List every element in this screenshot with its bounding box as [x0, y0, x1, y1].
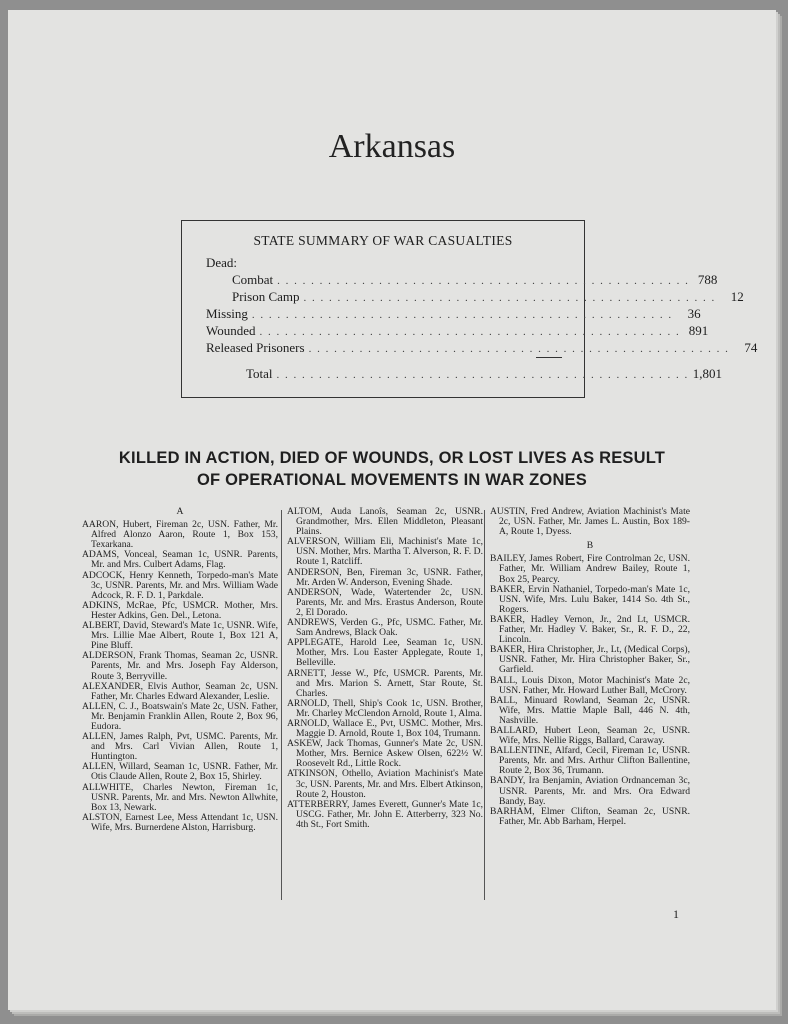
summary-row-prison-camp: Prison Camp . . . . . . . . . . . . . . . . . . . . . . . . . . . . . . . . . . . . . . . . . . . . . . . . . 12 [232, 289, 744, 304]
list-item: ASKEW, Jack Thomas, Gunner's Mate 2c, USN. Mother, Mrs. Bernice Askew Olsen, 622½ W. Roosevelt Rd., Little Rock. [287, 738, 483, 770]
summary-row-released-prisoners: Released Prisoners . . . . . . . . . . . . . . . . . . . . . . . . . . . . . . . . . . . . . . . . . . . . . . . . . . 74 [206, 340, 758, 355]
list-item: ALVERSON, William Eli, Machinist's Mate 1c, USN. Mother, Mrs. Martha T. Alverson, R. F. D. Route 1, Ratcliff. [287, 536, 483, 568]
list-item: BARHAM, Elmer Clifton, Seaman 2c, USNR. Father, Mr. Abb Barham, Herpel. [490, 805, 690, 827]
list-item: BAKER, Hadley Vernon, Jr., 2nd Lt, USMCR. Father, Mr. Hadley V. Baker, Sr., R. F. D., 22, Lincoln. [490, 613, 690, 646]
list-item: BAKER, Ervin Nathaniel, Torpedo-man's Mate 1c, USN. Wife, Mrs. Lulu Baker, 1414 So. 4th St., Rogers. [490, 583, 690, 615]
list-item: ALEXANDER, Elvis Author, Seaman 2c, USN. Father, Mr. Charles Edward Alexander, Leslie. [82, 680, 278, 702]
list-item: ALLWHITE, Charles Newton, Fireman 1c, USNR. Parents, Mr. and Mrs. Newton Allwhite, Box 13, Newark. [82, 781, 278, 813]
list-item: BALL, Minuard Rowland, Seaman 2c, USNR. Wife, Mrs. Mattie Maple Ball, 446 N. 4th, Nashville. [490, 694, 690, 726]
list-item: ALTOM, Auda Lanoîs, Seaman 2c, USNR. Grandmother, Mrs. Ellen Middleton, Pleasant Plains. [287, 506, 483, 538]
list-item: BAILEY, James Robert, Fire Controlman 2c, USN. Father, Mr. William Andrew Bailey, Route 1, Box 25, Pearcy. [490, 553, 690, 585]
summary-heading: STATE SUMMARY OF WAR CASUALTIES [253, 233, 513, 248]
list-item: APPLEGATE, Harold Lee, Seaman 1c, USN. Mother, Mrs. Lou Easter Applegate, Route 1, Belleville. [287, 637, 483, 669]
list-item: ALDERSON, Frank Thomas, Seaman 2c, USNR. Parents, Mr. and Mrs. Joseph Fay Alderson, Route 3, Berryville. [82, 650, 278, 682]
document-page [8, 10, 776, 1010]
list-item: BALLARD, Hubert Leon, Seaman 2c, USNR. Wife, Mrs. Nellie Riggs, Ballard, Caraway. [490, 724, 690, 747]
alpha-letter-b: B [586, 540, 594, 552]
total-rule [536, 357, 562, 358]
list-item: ANDREWS, Verden G., Pfc, USMC. Father, Mr. Sam Andrews, Black Oak. [287, 617, 483, 639]
list-item: ATTERBERRY, James Everett, Gunner's Mate 1c, USCG. Father, Mr. John E. Atterberry, 323 No. 4th St., Fort Smith. [287, 798, 483, 830]
list-item: ADCOCK, Henry Kenneth, Torpedo-man's Mate 3c, USNR. Parents, Mr. and Mrs. William Wade Adcock, R. F. D. 1, Parkdale. [82, 569, 278, 601]
summary-row-total: Total . . . . . . . . . . . . . . . . . . . . . . . . . . . . . . . . . . . . . . . . . . . . . . . . . 1,801 [246, 366, 723, 381]
list-item: ANDERSON, Wade, Watertender 2c, USN. Parents, Mr. and Mrs. Erastus Anderson, Route 2, El Dorado. [287, 586, 483, 618]
page-title: Arkansas [328, 128, 456, 165]
summary-row-missing: Missing . . . . . . . . . . . . . . . . . . . . . . . . . . . . . . . . . . . . . . . . . . . . . . . . . . 36 [206, 306, 701, 321]
list-item: ALLEN, Willard, Seaman 1c, USNR. Father, Mr. Otis Claude Allen, Route 2, Box 15, Shirley. [82, 761, 278, 783]
list-item: ALBERT, David, Steward's Mate 1c, USNR. Wife, Mrs. Lillie Mae Albert, Route 1, Box 121 A, Pine Bluff. [82, 620, 278, 652]
casualty-column-3 [490, 507, 690, 827]
list-item: ALLEN, C. J., Boatswain's Mate 2c, USN. Father, Mr. Benjamin Franklin Allen, Route 2, Box 96, Eudora. [82, 700, 278, 732]
list-item: ATKINSON, Othello, Aviation Machinist's Mate 3c, USN. Parents, Mr. and Mrs. Elbert Atkinson, Route 2, Houston. [287, 768, 483, 800]
list-item: ARNOLD, Thell, Ship's Cook 1c, USN. Brother, Mr. Charley McClendon Arnold, Route 1, Alma. [287, 697, 483, 719]
list-item: ANDERSON, Ben, Fireman 3c, USNR. Father, Mr. Arden W. Anderson, Evening Shade. [287, 566, 483, 588]
casualty-column-2 [287, 507, 483, 830]
dead-label: Dead: [206, 255, 238, 270]
list-item: ALLEN, James Ralph, Pvt, USMC. Parents, Mr. and Mrs. Carl Vivian Allen, Route 1, Huntington. [82, 731, 278, 763]
page-number: 1 [673, 907, 679, 921]
list-item: ADKINS, McRae, Pfc, USMCR. Mother, Mrs. Hester Adkins, Gen. Del., Letona. [82, 599, 278, 621]
list-item: AARON, Hubert, Fireman 2c, USN. Father, Mr. Alfred Alonzo Aaron, Route 1, Box 153, Texarkana. [82, 519, 278, 551]
list-item: BAKER, Hira Christopher, Jr., Lt, (Medical Corps), USNR. Father, Mr. Hira Christopher Baker, Sr., Garfield. [490, 644, 690, 676]
casualty-column-1 [82, 507, 278, 833]
list-item: ADAMS, Vonceal, Seaman 1c, USNR. Parents, Mr. and Mrs. Culbert Adams, Flag. [82, 549, 278, 571]
list-item: ALSTON, Earnest Lee, Mess Attendant 1c, USN. Wife, Mrs. Burnerdene Alston, Harrisburg. [82, 811, 278, 833]
column-divider [484, 510, 485, 900]
list-item: AUSTIN, Fred Andrew, Aviation Machinist's Mate 2c, USN. Father, Mr. James L. Austin, Box 189-A, Route 1, Dyess. [490, 506, 690, 538]
summary-row-combat: Combat . . . . . . . . . . . . . . . . . . . . . . . . . . . . . . . . . . . . . . . . . . . . . . . . . 788 [232, 272, 718, 287]
section-heading: KILLED IN ACTION, DIED OF WOUNDS, OR LOST LIVES AS RESULT OF OPERATIONAL MOVEMENTS IN WAR ZONES [118, 449, 666, 489]
summary-row-wounded: Wounded . . . . . . . . . . . . . . . . . . . . . . . . . . . . . . . . . . . . . . . . . . . . . . . . . . 891 [206, 323, 709, 338]
casualty-summary-box [181, 220, 758, 398]
list-item: BALL, Louis Dixon, Motor Machinist's Mate 2c, USN. Father, Mr. Howard Luther Ball, McCrory. [490, 674, 690, 696]
list-item: ARNOLD, Wallace E., Pvt, USMC. Mother, Mrs. Maggie D. Arnold, Route 1, Box 104, Trumann. [287, 717, 483, 740]
alpha-letter-a: A [176, 506, 184, 517]
list-item: BALLENTINE, Alfard, Cecil, Fireman 1c, USNR. Parents, Mr. and Mrs. Arthur Clifton Ballentine, Route 2, Box 36, Trumann. [490, 745, 690, 777]
column-divider [281, 510, 282, 900]
list-item: ARNETT, Jesse W., Pfc, USMCR. Parents, Mr. and Mrs. Marion S. Arnett, Star Route, St. Charles. [287, 667, 483, 699]
list-item: BANDY, Ira Benjamin, Aviation Ordnanceman 3c, USNR. Parents, Mr. and Mrs. Ora Edward Bandy, Bay. [490, 775, 690, 807]
